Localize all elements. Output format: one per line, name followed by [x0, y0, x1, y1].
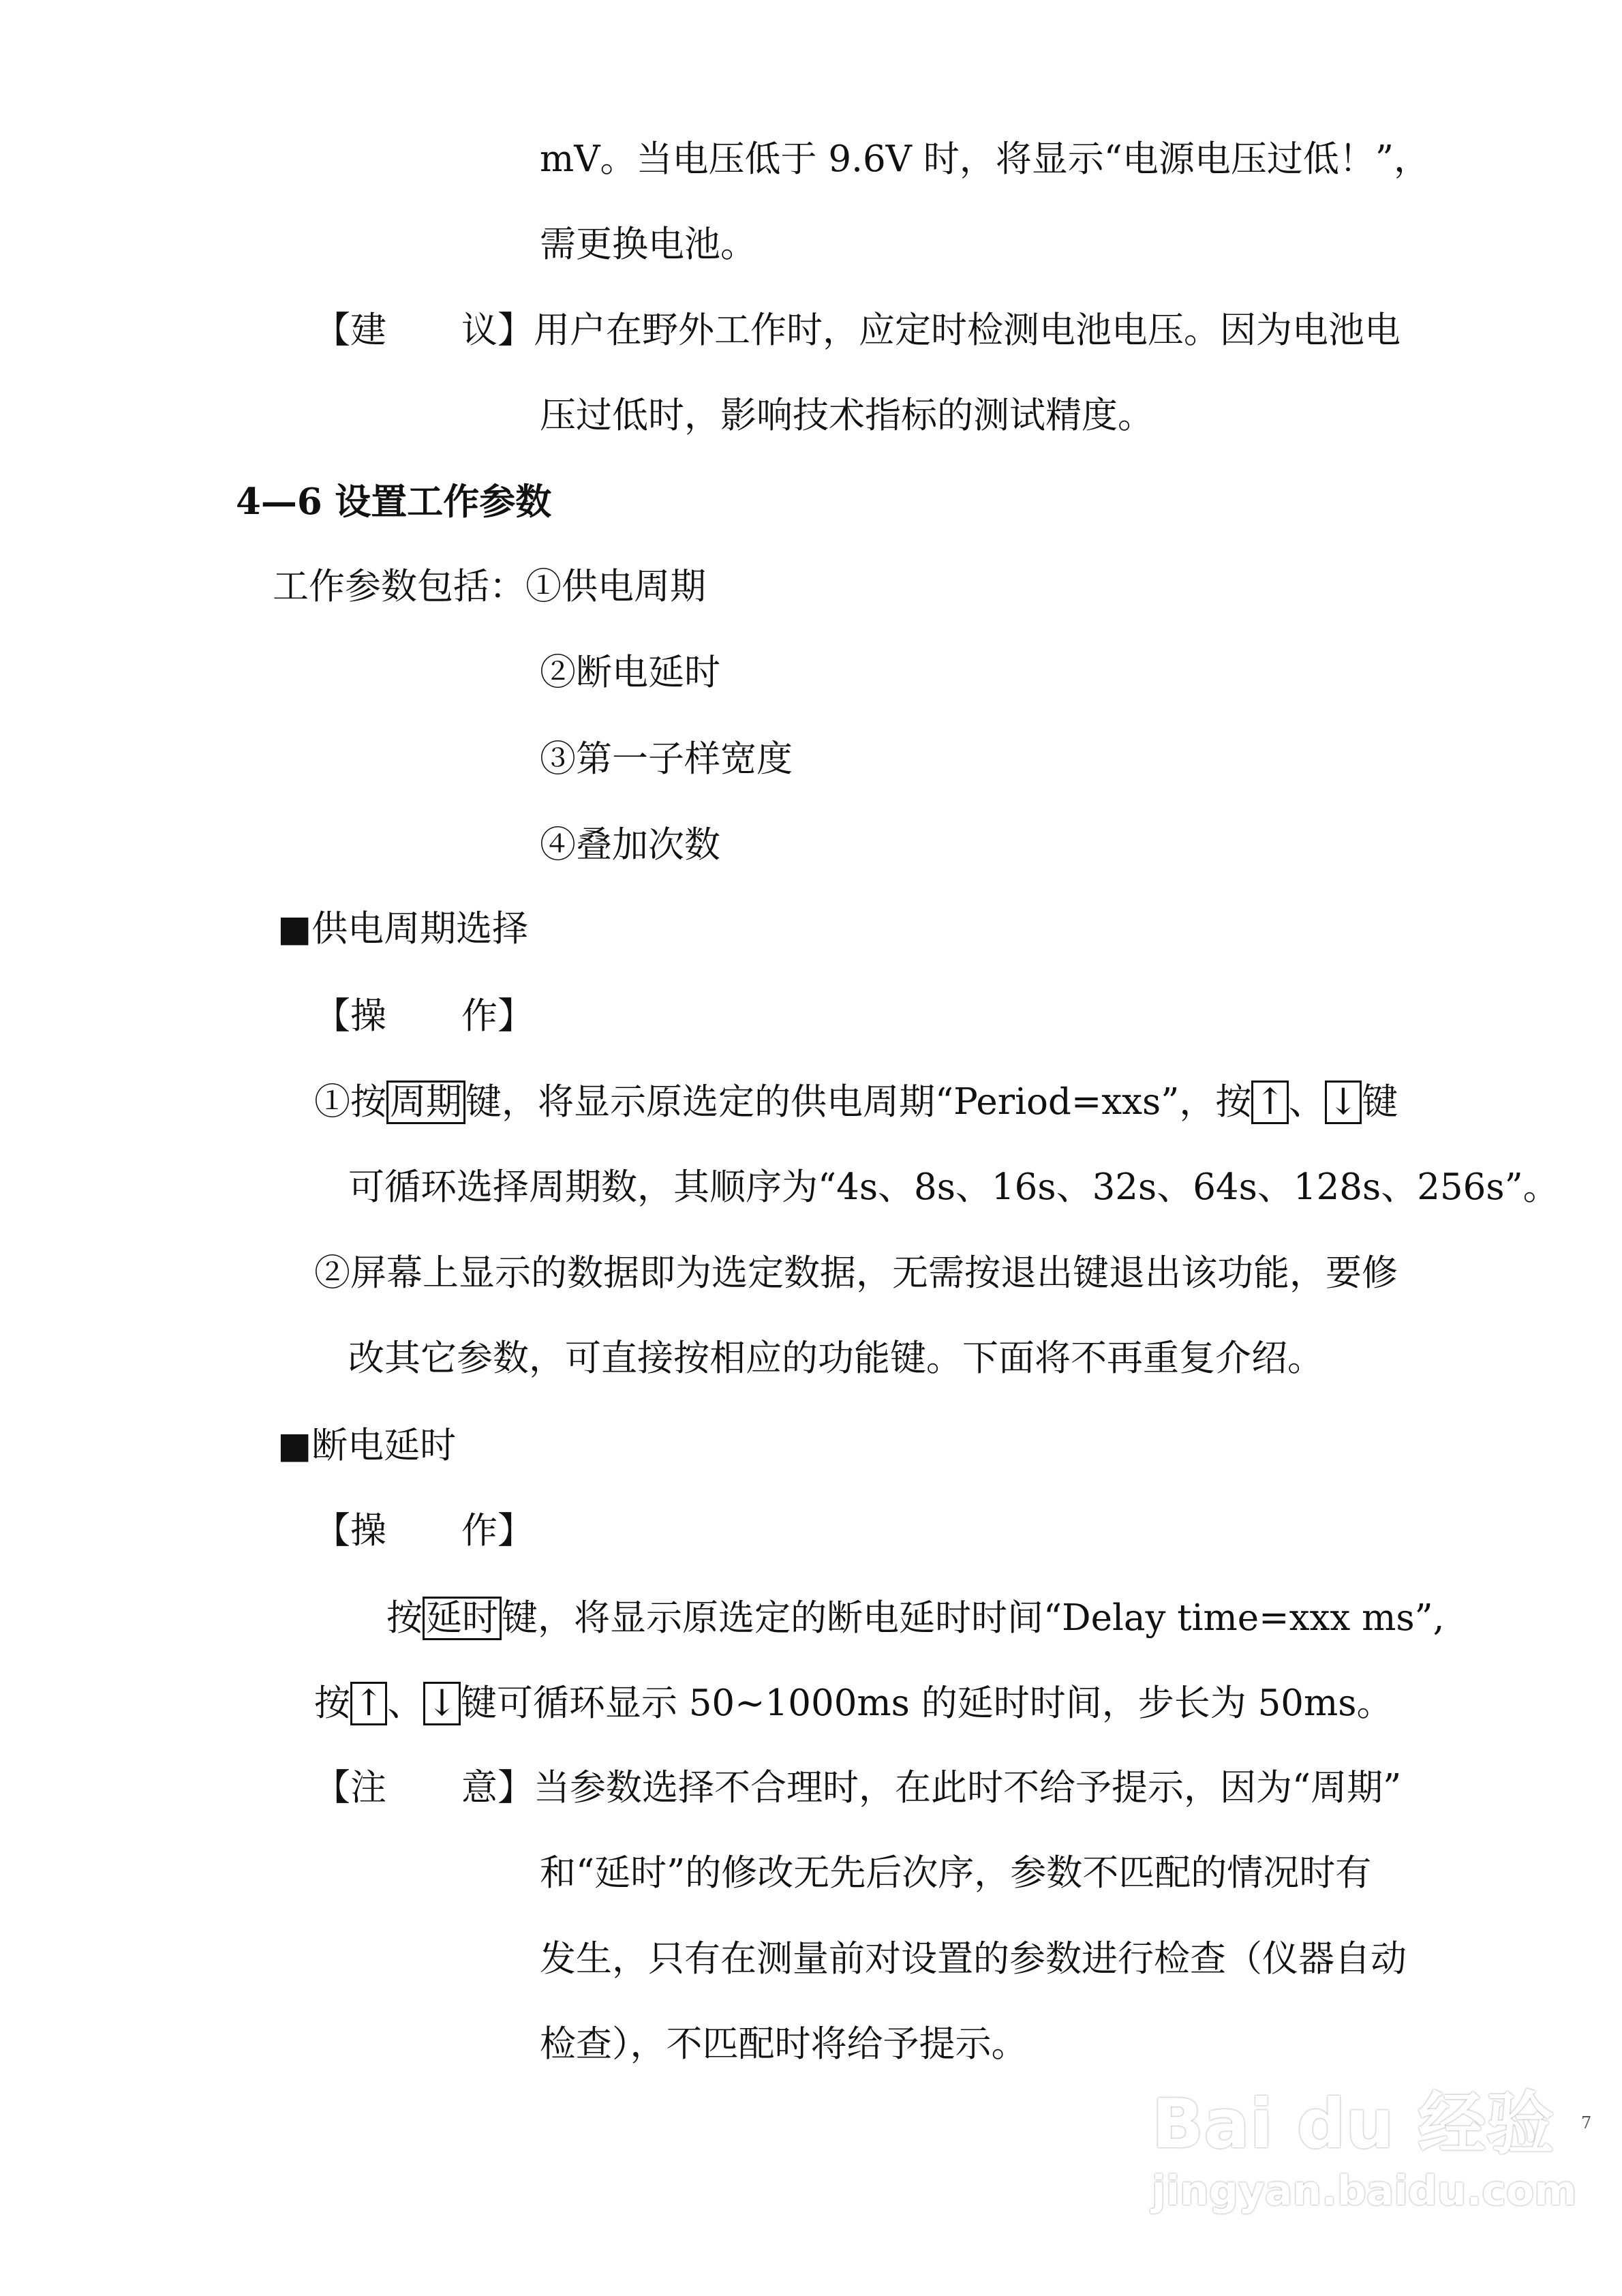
note-paragraph: [314, 1766, 1401, 1810]
advice-text: 压过低时，影响技术指标的测试精度。: [540, 395, 1154, 436]
tag-part: 作】: [461, 1510, 534, 1552]
subsection-heading: ■供电周期选择: [277, 908, 529, 950]
watermark-logo: Bai du 经验: [1152, 2084, 1555, 2164]
period-step-1: [314, 1081, 1398, 1124]
advice-text: 用户在野外工作时，应定时检测电池电压。因为电池电: [534, 309, 1401, 351]
delay-step-1: [386, 1597, 1445, 1640]
note-text: 当参数选择不合理时，在此时不给予提示，因为“周期”: [534, 1767, 1402, 1809]
param-item: ③第一子样宽度: [540, 738, 793, 780]
period-step-2-cont: 改其它参数，可直接按相应的功能键。下面将不再重复介绍。: [348, 1338, 1323, 1379]
note-text: 和“延时”的修改无先后次序，参数不匹配的情况时有: [540, 1852, 1372, 1894]
watermark-url: jingyan.baidu.com: [1152, 2167, 1577, 2215]
up-key: ↑: [350, 1682, 387, 1725]
note-text: 检查），不匹配时将给予提示。: [540, 2023, 1028, 2065]
param-item: ①供电周期: [525, 566, 706, 607]
param-item: ④叠加次数: [540, 824, 720, 866]
param-item: ②断电延时: [540, 652, 720, 693]
text: 、: [387, 1682, 424, 1724]
text: 键，将显示原选定的断电延时时间“Delay time=xxx ms”,: [502, 1597, 1445, 1639]
period-key: 周期: [386, 1081, 465, 1124]
text: ①按: [314, 1081, 386, 1123]
note-tag: 意】: [461, 1767, 534, 1809]
tag-part: 作】: [461, 995, 534, 1037]
body-text: mV。当电压低于 9.6V 时，将显示“电源电压过低！”，: [540, 138, 1430, 180]
params-label: 工作参数包括：: [273, 566, 525, 607]
page-number: 7: [1581, 2113, 1592, 2132]
tag-part: 【操: [314, 995, 386, 1037]
text: 键: [1362, 1081, 1398, 1123]
advice-tag: 议】: [461, 309, 534, 351]
advice-paragraph: [314, 309, 1401, 352]
tag-part: 【操: [314, 1510, 386, 1552]
note-text: 发生，只有在测量前对设置的参数进行检查（仪器自动: [540, 1938, 1407, 1980]
body-text: 需更换电池。: [540, 224, 756, 265]
note-tag: 【注: [314, 1767, 386, 1809]
period-step-2: ②屏幕上显示的数据即为选定数据，无需按退出键退出该功能，要修: [314, 1252, 1398, 1294]
text: 按: [386, 1597, 423, 1639]
text: 键可循环显示 50~1000ms 的延时时间，步长为 50ms。: [460, 1682, 1393, 1724]
params-intro: [273, 565, 706, 609]
text: 按: [314, 1682, 350, 1724]
delay-step-2: [314, 1682, 1392, 1725]
baidu-jingyan-watermark: [1152, 2084, 1577, 2216]
text: 、: [1288, 1081, 1325, 1123]
advice-tag: 【建: [314, 309, 386, 351]
delay-key: 延时: [423, 1597, 502, 1640]
subsection-heading: ■断电延时: [277, 1425, 457, 1466]
down-key: ↓: [423, 1682, 460, 1725]
operation-tag: [314, 1509, 534, 1553]
operation-tag: [314, 995, 534, 1038]
up-key: ↑: [1251, 1081, 1288, 1124]
period-step-1-cont: 可循环选择周期数，其顺序为“4s、8s、16s、32s、64s、128s、256s”。: [348, 1166, 1559, 1208]
section-heading: 4—6 设置工作参数: [236, 481, 552, 523]
down-key: ↓: [1325, 1081, 1362, 1124]
text: 键，将显示原选定的供电周期“Period=xxs”，按: [465, 1081, 1252, 1123]
